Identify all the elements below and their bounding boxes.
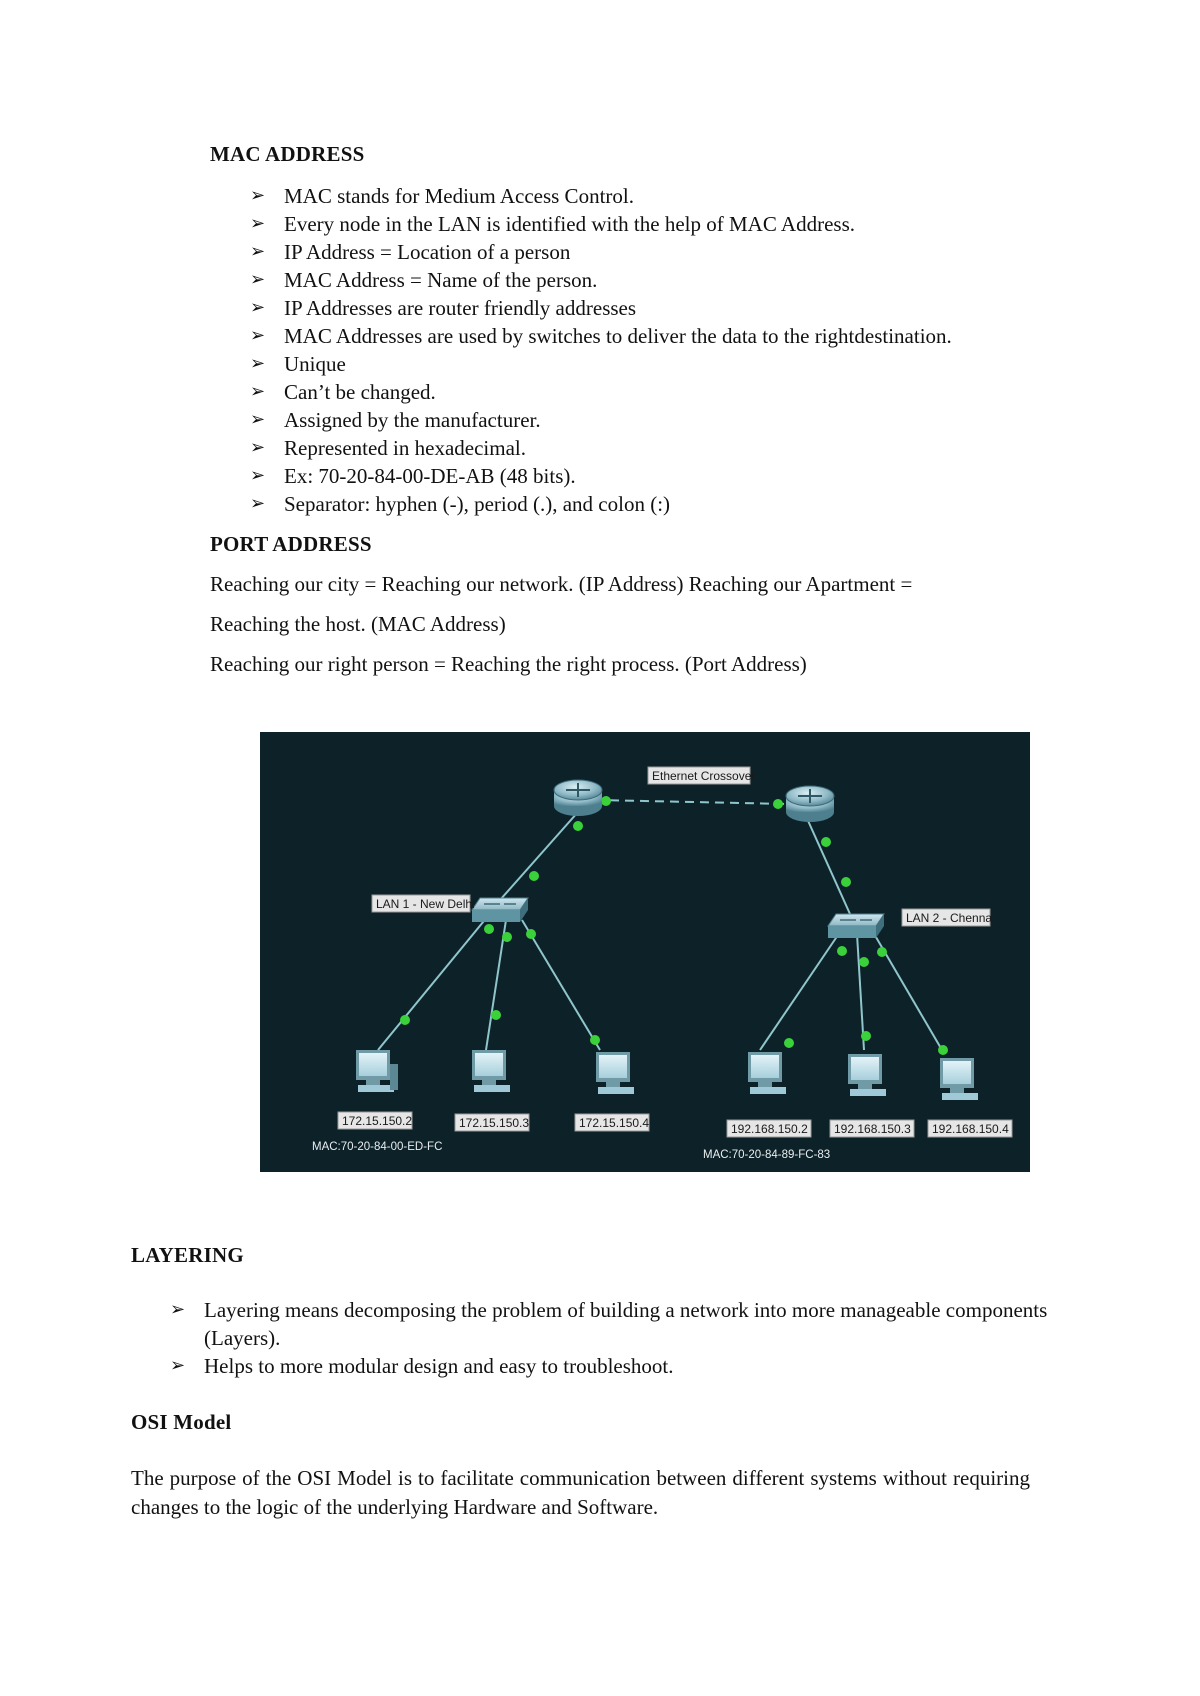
crossover-link (595, 800, 788, 804)
network-topology-svg (260, 732, 1030, 1172)
link-s2-pc4 (760, 932, 840, 1050)
arrow-bullet-icon: ➢ (250, 185, 266, 206)
switch-lan1-icon (472, 898, 528, 922)
list-item: ➢ Every node in the LAN is identified with the help of MAC Address. (250, 212, 855, 236)
list-item: ➢ Helps to more modular design and easy to troubleshoot. (170, 1354, 674, 1378)
mac-address-heading: MAC ADDRESS (210, 142, 365, 166)
link-s1-pc1 (378, 916, 488, 1050)
port-dot (484, 924, 494, 934)
arrow-bullet-icon: ➢ (250, 465, 266, 486)
port-dot (529, 871, 539, 881)
switch-lan2-icon (828, 914, 884, 938)
port-dot (526, 929, 536, 939)
port-dot (601, 796, 611, 806)
mac-address-list (250, 182, 952, 518)
list-item: ➢ MAC Address = Name of the person. (250, 268, 598, 292)
list-item: ➢ Ex: 70-20-84-00-DE-AB (48 bits). (250, 464, 576, 488)
port-dot (841, 877, 851, 887)
pc-icon (356, 1050, 398, 1092)
arrow-bullet-icon: ➢ (170, 1355, 186, 1376)
port-address-line-2: Reaching the host. (MAC Address) (210, 612, 506, 636)
pc-icon (748, 1052, 786, 1094)
host-labels (338, 1112, 1012, 1137)
arrow-bullet-icon: ➢ (250, 437, 266, 458)
list-item: ➢ IP Addresses are router friendly addresses (250, 296, 637, 320)
port-dot (877, 947, 887, 957)
host-ip-label: 192.168.150.3 (834, 1122, 911, 1136)
pc-icon (848, 1054, 886, 1096)
list-item: ➢ Unique (250, 352, 346, 376)
port-dot (784, 1038, 794, 1048)
list-item: ➢ Can’t be changed. (250, 380, 436, 404)
port-dot (773, 799, 783, 809)
port-dot (491, 1010, 501, 1020)
port-dot (859, 957, 869, 967)
arrow-bullet-icon: ➢ (250, 213, 266, 234)
port-dot (837, 946, 847, 956)
list-item: ➢ Layering means decomposing the problem of building a network into more manageable components (Layers). (170, 1298, 1048, 1350)
arrow-bullet-icon: ➢ (250, 381, 266, 402)
lan1-label-text: LAN 1 - New Delhi (376, 897, 475, 911)
arrow-bullet-icon: ➢ (250, 353, 266, 374)
port-address-line-3: Reaching our right person = Reaching the right process. (Port Address) (210, 652, 807, 676)
pc-icon (940, 1058, 978, 1100)
lan1-label (372, 895, 475, 912)
router-right-icon (786, 786, 834, 822)
link-label (648, 767, 755, 784)
link-router1-switch1 (500, 812, 578, 900)
list-item: ➢ MAC stands for Medium Access Control. (250, 184, 634, 208)
arrow-bullet-icon: ➢ (250, 297, 266, 318)
lan2-label (902, 909, 995, 926)
host-ip-label: 192.168.150.4 (932, 1122, 1009, 1136)
lan2-mac-label: MAC:70-20-84-89-FC-83 (703, 1149, 831, 1161)
port-dot (573, 821, 583, 831)
list-item: ➢ Represented in hexadecimal. (250, 436, 526, 460)
link-router2-switch2 (805, 814, 850, 914)
layering-list (170, 1296, 1070, 1380)
port-address-heading: PORT ADDRESS (210, 532, 372, 556)
list-item: ➢ Separator: hyphen (-), period (.), and colon (:) (250, 492, 671, 516)
port-dot (938, 1045, 948, 1055)
host-ip-label: 172.15.150.3 (459, 1116, 530, 1130)
layering-heading: LAYERING (131, 1243, 244, 1267)
lan1-mac-label: MAC:70-20-84-00-ED-FC (312, 1141, 443, 1153)
port-address-line-1: Reaching our city = Reaching our network. (IP Address) Reaching our Apartment = (210, 572, 913, 596)
port-dot (861, 1031, 871, 1041)
port-dot (821, 837, 831, 847)
network-diagram (260, 732, 1030, 1172)
list-item: ➢ MAC Addresses are used by switches to deliver the data to the rightdestination. (250, 324, 952, 348)
host-ip-label: 172.15.150.4 (579, 1116, 650, 1130)
pc-icons (356, 1050, 978, 1100)
list-item: ➢ Assigned by the manufacturer. (250, 408, 541, 432)
port-dot (400, 1015, 410, 1025)
host-ip-label: 192.168.150.2 (731, 1122, 808, 1136)
list-item: ➢ IP Address = Location of a person (250, 240, 571, 264)
osi-model-heading: OSI Model (131, 1410, 232, 1434)
arrow-bullet-icon: ➢ (250, 493, 266, 514)
link-label-text: Ethernet Crossover (652, 769, 756, 783)
pc-icon (596, 1052, 634, 1094)
arrow-bullet-icon: ➢ (250, 409, 266, 430)
link-s1-pc3 (522, 920, 600, 1050)
pc-icon (472, 1050, 510, 1092)
port-dot (502, 932, 512, 942)
arrow-bullet-icon: ➢ (250, 269, 266, 290)
arrow-bullet-icon: ➢ (250, 325, 266, 346)
port-dot (590, 1035, 600, 1045)
router-left-icon (554, 780, 602, 816)
lan2-label-text: LAN 2 - Chennai (906, 911, 995, 925)
osi-model-paragraph: The purpose of the OSI Model is to facilitate communication between different systems without requiring changes to the logic of the underlying Hardware and Software. (131, 1466, 1030, 1519)
host-ip-label: 172.15.150.2 (342, 1114, 413, 1128)
arrow-bullet-icon: ➢ (170, 1299, 186, 1320)
arrow-bullet-icon: ➢ (250, 241, 266, 262)
